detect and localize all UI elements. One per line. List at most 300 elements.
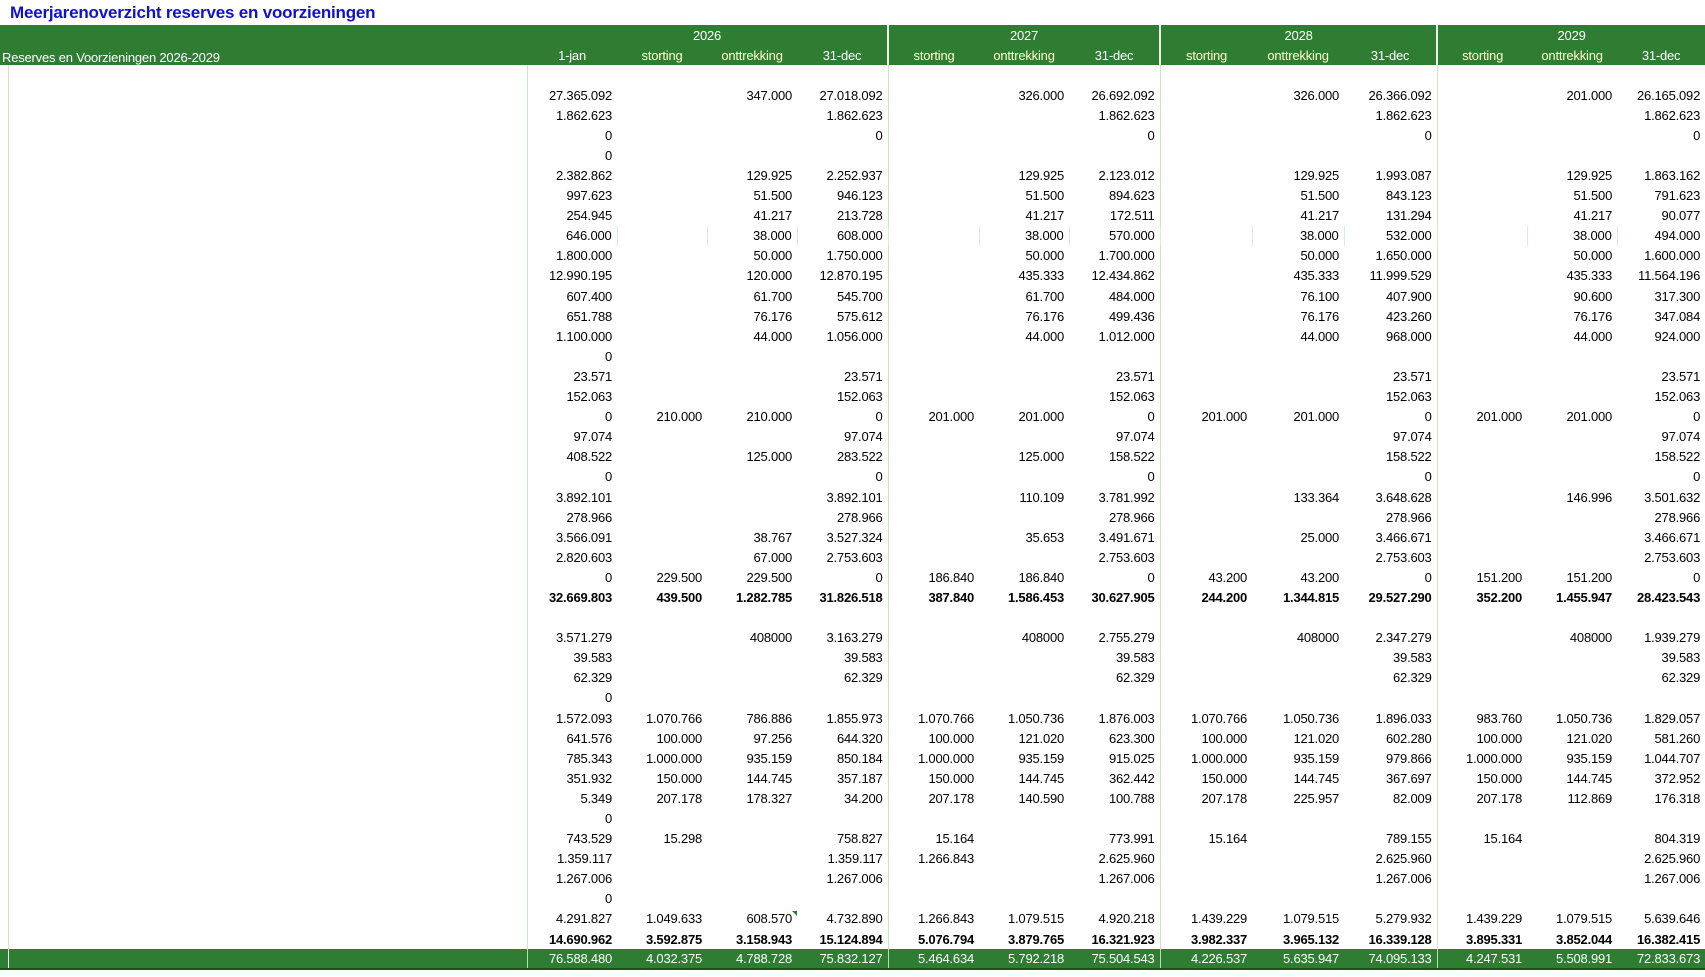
value-cell[interactable] xyxy=(617,346,707,366)
row-label[interactable] xyxy=(38,447,527,467)
value-cell[interactable]: 152.063 xyxy=(1108,389,1155,405)
value-cell[interactable]: 367.697 xyxy=(1386,770,1432,786)
column-header-2026-storting[interactable]: storting xyxy=(617,45,707,65)
row-label[interactable] xyxy=(38,286,527,306)
value-cell[interactable] xyxy=(617,85,707,105)
value-cell[interactable]: 30.627.905 xyxy=(1091,589,1155,605)
row-label[interactable] xyxy=(38,567,527,587)
value-cell[interactable]: 39.583 xyxy=(1116,650,1155,666)
row-label[interactable] xyxy=(38,467,527,487)
value-cell[interactable] xyxy=(979,889,1069,909)
value-cell[interactable] xyxy=(1252,387,1344,407)
value-cell[interactable] xyxy=(979,849,1069,869)
column-header-2029-onttrekking[interactable]: onttrekking xyxy=(1527,45,1617,65)
value-cell[interactable]: 351.932 xyxy=(527,768,617,788)
row-gutter[interactable] xyxy=(0,447,8,467)
value-cell[interactable] xyxy=(888,467,979,487)
value-cell[interactable]: 23.571 xyxy=(1661,368,1701,384)
value-cell[interactable]: 1.267.006 xyxy=(1098,871,1155,887)
row-number[interactable] xyxy=(8,65,38,85)
value-cell[interactable]: 23.571 xyxy=(527,366,617,386)
row-label[interactable] xyxy=(38,125,527,145)
value-cell[interactable] xyxy=(1527,527,1617,547)
value-cell[interactable]: 1.100.000 xyxy=(527,326,617,346)
value-cell[interactable]: 357.187 xyxy=(836,770,883,786)
value-cell[interactable]: 1.079.515 xyxy=(1283,911,1340,927)
value-cell[interactable] xyxy=(1527,427,1617,447)
row-label[interactable] xyxy=(38,929,527,949)
value-cell[interactable]: 3.895.331 xyxy=(1437,929,1527,949)
value-cell[interactable]: 0 xyxy=(875,409,883,425)
value-cell[interactable]: 1.000.000 xyxy=(1437,748,1527,768)
value-cell[interactable] xyxy=(1437,648,1527,668)
value-cell[interactable] xyxy=(1527,507,1617,527)
value-cell[interactable]: 4.920.218 xyxy=(1098,911,1155,927)
value-cell[interactable]: 201.000 xyxy=(1018,409,1065,425)
column-header-2028-31-dec[interactable]: 31-dec xyxy=(1344,45,1437,65)
value-cell[interactable]: 23.571 xyxy=(1393,368,1432,384)
value-cell[interactable]: 1.050.736 xyxy=(1283,710,1340,726)
value-cell[interactable] xyxy=(617,145,707,165)
value-cell[interactable]: 207.178 xyxy=(656,790,703,806)
value-cell[interactable]: 207.178 xyxy=(1160,788,1252,808)
row-label[interactable] xyxy=(38,587,527,607)
value-cell[interactable]: 2.820.603 xyxy=(527,547,617,567)
value-cell[interactable]: 499.436 xyxy=(1108,308,1155,324)
row-label[interactable] xyxy=(38,85,527,105)
value-cell[interactable]: 90.077 xyxy=(1661,208,1701,224)
value-cell[interactable]: 76.176 xyxy=(1573,308,1613,324)
value-cell[interactable]: 152.063 xyxy=(836,389,883,405)
value-cell[interactable] xyxy=(1527,668,1617,688)
value-cell[interactable]: 121.020 xyxy=(1018,730,1065,746)
value-cell[interactable] xyxy=(617,246,707,266)
value-cell[interactable] xyxy=(707,829,797,849)
row-number[interactable] xyxy=(8,608,38,628)
value-cell[interactable]: 1.359.117 xyxy=(527,849,617,869)
value-cell[interactable] xyxy=(979,808,1069,828)
value-cell[interactable]: 82.009 xyxy=(1393,790,1432,806)
value-cell[interactable] xyxy=(1160,85,1252,105)
row-label[interactable] xyxy=(38,608,527,628)
row-label[interactable] xyxy=(38,688,527,708)
value-cell[interactable]: 435.333 xyxy=(1018,268,1065,284)
row-label[interactable] xyxy=(38,487,527,507)
value-cell[interactable]: 50.000 xyxy=(753,248,793,264)
year-header-2026[interactable]: 2026 xyxy=(527,25,888,45)
value-cell[interactable]: 133.364 xyxy=(1293,489,1340,505)
value-cell[interactable] xyxy=(617,206,707,226)
value-cell[interactable]: 0 xyxy=(1424,127,1432,143)
value-cell[interactable] xyxy=(1437,628,1527,648)
row-number[interactable] xyxy=(8,527,38,547)
row-number[interactable] xyxy=(8,929,38,949)
value-cell[interactable] xyxy=(1437,869,1527,889)
value-cell[interactable]: 1.439.229 xyxy=(1160,909,1252,929)
value-cell[interactable] xyxy=(1437,668,1527,688)
value-cell[interactable]: 23.571 xyxy=(1116,368,1155,384)
value-cell[interactable]: 1.056.000 xyxy=(826,328,883,344)
value-cell[interactable]: 44.000 xyxy=(1573,328,1613,344)
value-cell[interactable]: 1.267.006 xyxy=(1375,871,1432,887)
value-cell[interactable]: 352.200 xyxy=(1437,587,1527,607)
value-cell[interactable] xyxy=(1617,808,1705,828)
row-gutter[interactable] xyxy=(0,105,8,125)
value-cell[interactable]: 1.896.033 xyxy=(1375,710,1432,726)
row-gutter[interactable] xyxy=(0,628,8,648)
value-cell[interactable]: 3.158.943 xyxy=(735,931,793,947)
row-gutter[interactable] xyxy=(0,929,8,949)
value-cell[interactable]: 51.500 xyxy=(1300,188,1340,204)
value-cell[interactable] xyxy=(707,145,797,165)
value-cell[interactable] xyxy=(1437,688,1527,708)
value-cell[interactable]: 121.020 xyxy=(1566,730,1613,746)
column-header-2028-onttrekking[interactable]: onttrekking xyxy=(1252,45,1344,65)
value-cell[interactable]: 25.000 xyxy=(1300,529,1340,545)
value-cell[interactable]: 1.012.000 xyxy=(1098,328,1155,344)
value-cell[interactable]: 1.829.057 xyxy=(1644,710,1701,726)
value-cell[interactable] xyxy=(617,808,707,828)
value-cell[interactable]: 67.000 xyxy=(753,549,793,565)
value-cell[interactable]: 210.000 xyxy=(656,409,703,425)
value-cell[interactable]: 11.564.196 xyxy=(1638,268,1701,284)
value-cell[interactable] xyxy=(1252,507,1344,527)
column-header-2027-31-dec[interactable]: 31-dec xyxy=(1069,45,1160,65)
value-cell[interactable]: 1.044.707 xyxy=(1644,750,1701,766)
value-cell[interactable] xyxy=(888,487,979,507)
value-cell[interactable] xyxy=(1437,387,1527,407)
row-number[interactable] xyxy=(8,427,38,447)
value-cell[interactable]: 15.124.894 xyxy=(819,931,883,947)
value-cell[interactable] xyxy=(1160,366,1252,386)
value-cell[interactable]: 0 xyxy=(1147,469,1155,485)
value-cell[interactable] xyxy=(1069,608,1160,628)
value-cell[interactable]: 254.945 xyxy=(527,206,617,226)
value-cell[interactable]: 1.750.000 xyxy=(826,248,883,264)
row-label[interactable] xyxy=(38,668,527,688)
value-cell[interactable]: 3.892.101 xyxy=(527,487,617,507)
value-cell[interactable]: 278.966 xyxy=(836,509,883,525)
value-cell[interactable]: 1.800.000 xyxy=(527,246,617,266)
value-cell[interactable]: 3.501.632 xyxy=(1644,489,1701,505)
value-cell[interactable]: 3.163.279 xyxy=(826,630,883,646)
value-cell[interactable]: 935.159 xyxy=(1018,750,1065,766)
row-gutter[interactable] xyxy=(0,748,8,768)
value-cell[interactable] xyxy=(1344,346,1437,366)
value-cell[interactable] xyxy=(1344,65,1437,85)
row-label[interactable] xyxy=(38,407,527,427)
value-cell[interactable]: 129.925 xyxy=(1018,168,1065,184)
value-cell[interactable] xyxy=(617,688,707,708)
value-cell[interactable]: 602.280 xyxy=(1386,730,1432,746)
value-cell[interactable]: 1.344.815 xyxy=(1283,589,1340,605)
value-cell[interactable]: 4.247.531 xyxy=(1437,949,1527,969)
value-cell[interactable]: 43.200 xyxy=(1300,569,1340,585)
value-cell[interactable]: 11.999.529 xyxy=(1369,268,1432,284)
row-gutter[interactable] xyxy=(0,507,8,527)
value-cell[interactable] xyxy=(1252,608,1344,628)
value-cell[interactable] xyxy=(1160,487,1252,507)
value-cell[interactable]: 62.329 xyxy=(843,670,883,686)
value-cell[interactable] xyxy=(1437,266,1527,286)
value-cell[interactable]: 50.000 xyxy=(1300,248,1340,264)
value-cell[interactable]: 743.529 xyxy=(527,829,617,849)
value-cell[interactable] xyxy=(888,387,979,407)
value-cell[interactable]: 61.700 xyxy=(753,288,793,304)
value-cell[interactable]: 1.000.000 xyxy=(645,750,703,766)
row-number[interactable] xyxy=(8,829,38,849)
value-cell[interactable]: 935.159 xyxy=(1293,750,1340,766)
value-cell[interactable] xyxy=(979,829,1069,849)
row-gutter[interactable] xyxy=(0,869,8,889)
value-cell[interactable]: 1.455.947 xyxy=(1556,589,1613,605)
value-cell[interactable] xyxy=(707,869,797,889)
value-cell[interactable]: 16.339.128 xyxy=(1368,931,1432,947)
value-cell[interactable]: 210.000 xyxy=(746,409,793,425)
value-cell[interactable]: 435.333 xyxy=(1293,268,1340,284)
value-cell[interactable] xyxy=(617,487,707,507)
value-cell[interactable]: 1.939.279 xyxy=(1644,630,1701,646)
value-cell[interactable]: 347.000 xyxy=(746,87,793,103)
value-cell[interactable] xyxy=(1527,145,1617,165)
value-cell[interactable] xyxy=(797,65,888,85)
value-cell[interactable]: 0 xyxy=(1693,409,1701,425)
value-cell[interactable]: 201.000 xyxy=(1437,407,1527,427)
row-number[interactable] xyxy=(8,165,38,185)
value-cell[interactable]: 51.500 xyxy=(1025,188,1065,204)
value-cell[interactable]: 2.123.012 xyxy=(1098,168,1155,184)
value-cell[interactable] xyxy=(1437,286,1527,306)
value-cell[interactable]: 1.079.515 xyxy=(1007,911,1065,927)
value-cell[interactable]: 5.464.634 xyxy=(888,949,979,969)
value-cell[interactable] xyxy=(979,547,1069,567)
value-cell[interactable] xyxy=(888,628,979,648)
value-cell[interactable] xyxy=(979,869,1069,889)
value-cell[interactable] xyxy=(527,65,617,85)
value-cell[interactable] xyxy=(1617,688,1705,708)
row-label[interactable] xyxy=(38,306,527,326)
value-cell[interactable] xyxy=(1527,688,1617,708)
value-cell[interactable] xyxy=(1252,849,1344,869)
row-label[interactable] xyxy=(38,165,527,185)
value-cell[interactable] xyxy=(1437,427,1527,447)
value-cell[interactable]: 131.294 xyxy=(1386,208,1432,224)
row-number[interactable] xyxy=(8,768,38,788)
value-cell[interactable]: 278.966 xyxy=(1108,509,1155,525)
value-cell[interactable]: 1.267.006 xyxy=(1644,871,1701,887)
column-header-2027-onttrekking[interactable]: onttrekking xyxy=(979,45,1069,65)
value-cell[interactable]: 158.522 xyxy=(1654,449,1701,465)
value-cell[interactable] xyxy=(707,346,797,366)
value-cell[interactable]: 125.000 xyxy=(1018,449,1065,465)
value-cell[interactable] xyxy=(617,226,707,246)
row-gutter[interactable] xyxy=(0,306,8,326)
value-cell[interactable] xyxy=(1437,608,1527,628)
value-cell[interactable]: 0 xyxy=(875,569,883,585)
value-cell[interactable]: 843.123 xyxy=(1386,188,1432,204)
value-cell[interactable] xyxy=(617,105,707,125)
value-cell[interactable] xyxy=(1252,65,1344,85)
value-cell[interactable] xyxy=(1069,808,1160,828)
value-cell[interactable] xyxy=(979,105,1069,125)
value-cell[interactable] xyxy=(1069,145,1160,165)
value-cell[interactable] xyxy=(1252,467,1344,487)
value-cell[interactable]: 38.767 xyxy=(753,529,793,545)
value-cell[interactable]: 12.870.195 xyxy=(819,268,883,284)
value-cell[interactable] xyxy=(888,889,979,909)
value-cell[interactable]: 1.049.633 xyxy=(645,911,703,927)
row-gutter[interactable] xyxy=(0,346,8,366)
value-cell[interactable]: 1.050.736 xyxy=(1007,710,1065,726)
value-cell[interactable]: 100.788 xyxy=(1108,790,1155,806)
value-cell[interactable]: 5.076.794 xyxy=(888,929,979,949)
value-cell[interactable]: 150.000 xyxy=(1437,768,1527,788)
value-cell[interactable] xyxy=(1252,648,1344,668)
value-cell[interactable]: 607.400 xyxy=(527,286,617,306)
value-cell[interactable] xyxy=(1437,889,1527,909)
row-gutter[interactable] xyxy=(0,829,8,849)
value-cell[interactable] xyxy=(1527,849,1617,869)
value-cell[interactable] xyxy=(1160,105,1252,125)
value-cell[interactable]: 0 xyxy=(527,808,617,828)
row-gutter[interactable] xyxy=(0,768,8,788)
value-cell[interactable]: 408.522 xyxy=(527,447,617,467)
value-cell[interactable]: 121.020 xyxy=(1293,730,1340,746)
row-gutter[interactable] xyxy=(0,85,8,105)
row-number[interactable] xyxy=(8,487,38,507)
row-label[interactable] xyxy=(38,748,527,768)
value-cell[interactable] xyxy=(1527,105,1617,125)
value-cell[interactable] xyxy=(888,527,979,547)
value-cell[interactable] xyxy=(797,889,888,909)
value-cell[interactable] xyxy=(888,648,979,668)
row-gutter[interactable] xyxy=(0,688,8,708)
value-cell[interactable]: 387.840 xyxy=(888,587,979,607)
value-cell[interactable]: 623.300 xyxy=(1108,730,1155,746)
value-cell[interactable] xyxy=(888,447,979,467)
value-cell[interactable]: 924.000 xyxy=(1654,328,1701,344)
value-cell[interactable]: 804.319 xyxy=(1654,831,1701,847)
value-cell[interactable] xyxy=(797,346,888,366)
value-cell[interactable] xyxy=(1437,226,1527,246)
value-cell[interactable]: 3.466.671 xyxy=(1375,529,1432,545)
value-cell[interactable]: 5.792.218 xyxy=(979,949,1069,969)
value-cell[interactable] xyxy=(1160,145,1252,165)
value-cell[interactable]: 38.000 xyxy=(979,226,1069,246)
value-cell[interactable]: 229.500 xyxy=(656,569,703,585)
value-cell[interactable] xyxy=(1160,527,1252,547)
column-header-2028-storting[interactable]: storting xyxy=(1160,45,1252,65)
value-cell[interactable]: 16.382.415 xyxy=(1637,931,1701,947)
value-cell[interactable]: 1.267.006 xyxy=(527,869,617,889)
row-number[interactable] xyxy=(8,909,38,929)
value-cell[interactable]: 62.329 xyxy=(1661,670,1701,686)
row-gutter[interactable] xyxy=(0,326,8,346)
value-cell[interactable]: 112.869 xyxy=(1567,790,1613,806)
value-cell[interactable] xyxy=(1252,829,1344,849)
value-cell[interactable] xyxy=(1160,346,1252,366)
value-cell[interactable] xyxy=(617,507,707,527)
value-cell[interactable] xyxy=(1252,668,1344,688)
value-cell[interactable]: 3.491.671 xyxy=(1098,529,1155,545)
value-cell[interactable]: 326.000 xyxy=(1293,87,1340,103)
row-label[interactable] xyxy=(38,226,527,246)
value-cell[interactable] xyxy=(617,125,707,145)
value-cell[interactable] xyxy=(1160,286,1252,306)
value-cell[interactable]: 74.095.133 xyxy=(1344,949,1437,969)
value-cell[interactable]: 76.100 xyxy=(1300,288,1340,304)
value-cell[interactable]: 50.000 xyxy=(1025,248,1065,264)
value-cell[interactable]: 3.527.324 xyxy=(826,529,883,545)
value-cell[interactable]: 97.074 xyxy=(1393,429,1432,445)
value-cell[interactable]: 0 xyxy=(875,469,883,485)
value-cell[interactable] xyxy=(707,507,797,527)
value-cell[interactable]: 158.522 xyxy=(1108,449,1155,465)
value-cell[interactable]: 110.109 xyxy=(1019,489,1065,505)
value-cell[interactable]: 278.966 xyxy=(527,507,617,527)
value-cell[interactable]: 983.760 xyxy=(1437,708,1527,728)
value-cell[interactable] xyxy=(1437,145,1527,165)
value-cell[interactable]: 2.753.603 xyxy=(1098,549,1155,565)
row-gutter[interactable] xyxy=(0,648,8,668)
row-gutter[interactable] xyxy=(0,387,8,407)
row-gutter[interactable] xyxy=(0,668,8,688)
value-cell[interactable] xyxy=(1160,186,1252,206)
value-cell[interactable] xyxy=(979,366,1069,386)
value-cell[interactable] xyxy=(1527,447,1617,467)
value-cell[interactable]: 2.753.603 xyxy=(826,549,883,565)
row-number[interactable] xyxy=(8,206,38,226)
value-cell[interactable]: 178.327 xyxy=(746,790,793,806)
value-cell[interactable] xyxy=(707,487,797,507)
row-number[interactable] xyxy=(8,889,38,909)
row-number[interactable] xyxy=(8,186,38,206)
row-number[interactable] xyxy=(8,346,38,366)
value-cell[interactable] xyxy=(1252,105,1344,125)
row-gutter[interactable] xyxy=(0,65,8,85)
value-cell[interactable] xyxy=(979,688,1069,708)
value-cell[interactable] xyxy=(888,125,979,145)
value-cell[interactable]: 3.982.337 xyxy=(1160,929,1252,949)
value-cell[interactable] xyxy=(1437,186,1527,206)
value-cell[interactable] xyxy=(707,387,797,407)
value-cell[interactable]: 152.063 xyxy=(1386,389,1432,405)
row-number[interactable] xyxy=(8,286,38,306)
value-cell[interactable] xyxy=(1160,507,1252,527)
value-cell[interactable]: 144.745 xyxy=(1018,770,1065,786)
value-cell[interactable] xyxy=(1437,105,1527,125)
value-cell[interactable] xyxy=(1617,145,1705,165)
value-cell[interactable] xyxy=(888,266,979,286)
row-gutter[interactable] xyxy=(0,266,8,286)
value-cell[interactable] xyxy=(617,366,707,386)
row-gutter[interactable] xyxy=(0,547,8,567)
row-label[interactable] xyxy=(38,105,527,125)
value-cell[interactable]: 758.827 xyxy=(836,831,883,847)
value-cell[interactable]: 1.266.843 xyxy=(888,849,979,869)
value-cell[interactable]: 570.000 xyxy=(1108,228,1155,244)
row-label[interactable] xyxy=(38,628,527,648)
row-gutter[interactable] xyxy=(0,487,8,507)
value-cell[interactable]: 1.572.093 xyxy=(527,708,617,728)
value-cell[interactable]: 150.000 xyxy=(1160,768,1252,788)
value-cell[interactable]: 278.966 xyxy=(1386,509,1432,525)
value-cell[interactable] xyxy=(1437,849,1527,869)
value-cell[interactable] xyxy=(1344,688,1437,708)
value-cell[interactable]: 0 xyxy=(527,467,617,487)
value-cell[interactable]: 5.349 xyxy=(527,788,617,808)
row-number[interactable] xyxy=(8,567,38,587)
